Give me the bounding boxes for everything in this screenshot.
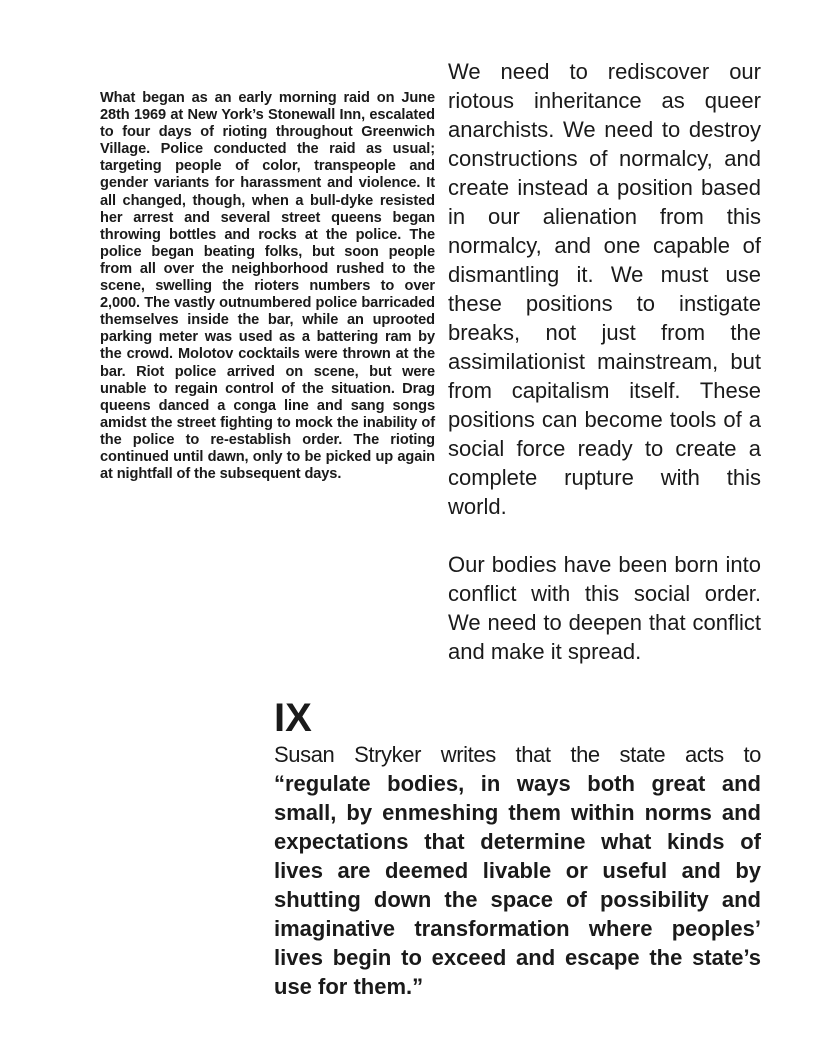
- section-ix: [274, 698, 761, 1001]
- quote-intro: Susan Stryker writes that the state acts to: [274, 742, 761, 767]
- main-text-column: [448, 57, 761, 666]
- stonewall-sidebar-text: What began as an early morning raid on June 28th 1969 at New York’s Stonewall Inn, escalated to four days of rioting throughout Greenwich Village. Police conducted the raid as usual; targeting people of color, transpeople and gender variants for harassment and violence. It all changed, though, when a bull-dyke resisted her arrest and several street queens began throwing bottles and rocks at the police. The police began beating folks, but soon people from all over the neighborhood rushed to the scene, swelling the rioters numbers to over 2,000. The vastly outnumbered police barricaded themselves inside the bar, while an uprooted parking meter was used as a battering ram by the crowd. Molotov cocktails were thrown at the bar. Riot police arrived on scene, but were unable to regain control of the situation. Drag queens danced a conga line and sang songs amidst the street fighting to mock the inability of the police to re-establish order. The rioting continued until dawn, only to be picked up again at nightfall of the subsequent days.: [100, 90, 435, 483]
- stryker-quote-paragraph: [274, 740, 761, 1001]
- stryker-quote: “regulate bodies, in ways both great and small, by enmeshing them within norms and expectations that determine what kinds of lives are deemed livable or useful and by shutting down the space of possibility and imaginative transformation where peoples’ lives begin to exceed and escape the state’s use for them.”: [274, 771, 761, 999]
- section-heading: IX: [274, 696, 312, 740]
- paragraph-riotous-inheritance: We need to rediscover our riotous inheritance as queer anarchists. We need to destroy constructions of normalcy, and create instead a position based in our alienation from this normalcy, and one capable of dismantling it. We must use these positions to instigate breaks, not just from the assimilationist mainstream, but from capitalism itself. These positions can become tools of a social force ready to create a complete rupture with this world.: [448, 59, 761, 519]
- paragraph-bodies-conflict: Our bodies have been born into conflict with this social order. We need to deepen that conflict and make it spread.: [448, 552, 761, 664]
